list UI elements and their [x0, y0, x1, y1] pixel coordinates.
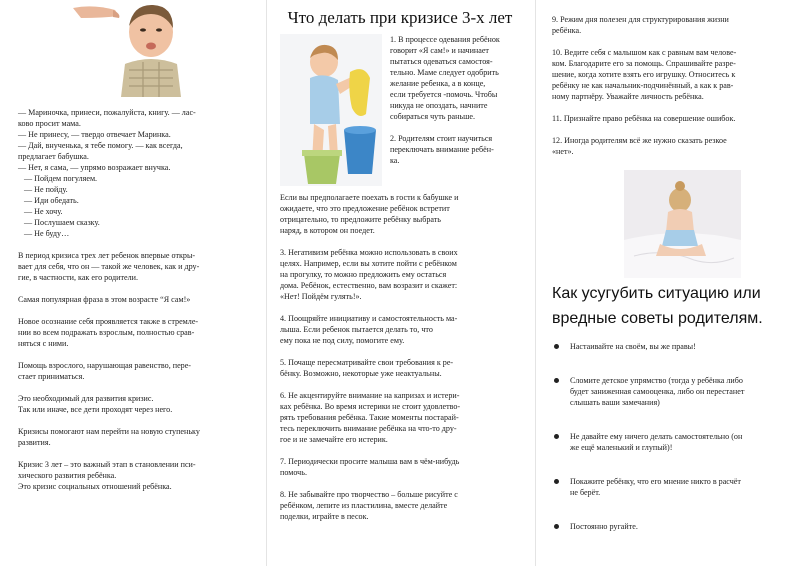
text-line: Помощь взрослого, нарушающая равенство, пере- [18, 361, 191, 370]
column-divider [266, 0, 267, 566]
dialog-line: — Иди обедать. [24, 196, 79, 205]
text-line: наряд, в котором он поедет. [280, 226, 375, 235]
photo-block [18, 0, 250, 97]
dialog-line: предлагает бабушка. [18, 152, 89, 161]
dialog-line: — Мариночка, принеси, пожалуйста, книгу. — лас- [18, 108, 196, 117]
text-line: ках ребёнка. Во время истерики не стоит удовлетво- [280, 402, 461, 411]
text-line: будет заниженная самооценка, либо он перестанет [570, 387, 745, 396]
text-line: переключать внимание ребён- [390, 145, 494, 154]
text-line: пытаться одеваться самостоя- [390, 57, 493, 66]
photo-and-tips [280, 34, 520, 189]
text-line: гие, в частности, как его родители. [18, 273, 138, 282]
text-line: 10. Ведите себя с малышом как с равным вам челове- [552, 48, 737, 57]
dialog-line: — Дай, внученька, я тебе помогу. — как всегда, [18, 141, 183, 150]
text-line: желание ребенка, а в конце, [390, 79, 486, 88]
photo-angry-boy [73, 0, 213, 97]
text-line: ребёнку не как начальник-подчинённый, а как к рав- [552, 81, 734, 90]
text-line: Новое осознание себя проявляется также в стремле- [18, 317, 199, 326]
dialog-line: — Не принесу, — твердо отвечает Маринка. [18, 130, 171, 139]
list-item [552, 476, 792, 498]
text-line: 5. Почаще пересматривайте свои требования к ре- [280, 358, 454, 367]
dialog-line: — Послушаем сказку. [24, 218, 100, 227]
text-line: хического развития ребёнка. [18, 471, 117, 480]
bullet-icon [554, 434, 559, 439]
text-line: Не давайте ему ничего делать самостоятельно (он [570, 432, 743, 441]
list-item [552, 375, 792, 408]
text-line: ком. Благодарите его за помощь. Спрашивайте разре- [552, 59, 736, 68]
text-line: Кризисы помогают нам перейти на новую ступеньку [18, 427, 200, 436]
text-line: же ещё маленький и глупый)! [570, 443, 673, 452]
dialog-line: — Не хочу. [24, 207, 63, 216]
tips-after-photo [280, 192, 520, 522]
bullet-icon [554, 378, 559, 383]
text-line: 3. Негативизм ребёнка можно использовать в своих [280, 248, 458, 257]
text-line: лыша. Если ребенок пытается делать то, что [280, 325, 433, 334]
text-line: 8. Не забывайте про творчество – больше рисуйте с [280, 490, 458, 499]
text-line: «нет». [552, 147, 574, 156]
section-heading-line: вредные советы родителям. [552, 310, 763, 327]
text-line: вает для себя, что он — такой же человек, как и дру- [18, 262, 200, 271]
text-line: В период кризиса трех лет ребенок впервые откры- [18, 251, 196, 260]
bullet-icon [554, 479, 559, 484]
text-line: на прогулку, то можно предложить ему остаться [280, 270, 447, 279]
text-line: ребёнком, лепите из пластилина, вместе делайте [280, 501, 448, 510]
text-line: поделки, играйте в песок. [280, 512, 369, 521]
column-3 [540, 0, 800, 566]
text-line: ему пока не под силу, помогите ему. [280, 336, 405, 345]
text-line: помочь. [280, 468, 307, 477]
text-line: целях. Например, если вы хотите пойти с ребёнком [280, 259, 457, 268]
text-line: никуда не опоздать, начните [390, 101, 488, 110]
text-line: Это необходимый для развития кризис. [18, 394, 154, 403]
text-line: 4. Поощряйте инициативу и самостоятельность ма- [280, 314, 458, 323]
text-line: собираться чуть раньше. [390, 112, 475, 121]
text-line: 1. В процессе одевания ребёнок [390, 35, 500, 44]
text-line: говорит «Я сам!» и начинает [390, 46, 489, 55]
tips-continued [552, 14, 790, 157]
text-line: Кризис 3 лет – это важный этап в становлении пси- [18, 460, 196, 469]
list-item [552, 431, 792, 453]
text-line: Это кризис социальных отношений ребёнка. [18, 482, 172, 491]
text-line: если требуется -помочь. Чтобы [390, 90, 498, 99]
text-line: 12. Иногда родителям всё же нужно сказать резкое [552, 136, 727, 145]
dialog-line: — Пойдем погуляем. [24, 174, 98, 183]
column-2 [270, 0, 528, 566]
dialog [18, 107, 250, 239]
column-1 [0, 0, 262, 566]
list-item [552, 521, 792, 532]
bullet-icon [554, 344, 559, 349]
list-item [552, 341, 792, 352]
column-divider [535, 0, 536, 566]
text-line: отрицательно, то предложите ребёнку выбрать [280, 215, 442, 224]
text-line: ному партнёру. Уважайте личность ребёнка. [552, 92, 704, 101]
text-line: 11. Признайте право ребёнка на совершение ошибок. [552, 114, 736, 123]
text-line: 2. Родителям стоит научиться [390, 134, 493, 143]
text-line: няться с ними. [18, 339, 69, 348]
page-title: Что делать при кризисе 3-х лет [287, 8, 513, 27]
text-line: тельно. Маме следует одобрить [390, 68, 499, 77]
text-line: нии во всем подражать взрослым, полностью срав- [18, 328, 195, 337]
text-line: слышать ваши замечания) [570, 398, 660, 407]
photo-boy-dressing [280, 34, 382, 186]
dialog-line: ково просит мама. [18, 119, 81, 128]
text-line: рять требования ребёнка. Такие моменты постарай- [280, 413, 459, 422]
dialog-line: — Нет, я сама, — упрямо возражает внучка. [18, 163, 171, 172]
text-line: ка. [390, 156, 400, 165]
text-line: Сломите детское упрямство (тогда у ребёнка либо [570, 376, 743, 385]
bad-advice-list [552, 341, 792, 532]
text-line: развития. [18, 438, 51, 447]
section-heading-line: Как усугубить ситуацию или [552, 285, 761, 302]
text-line: бёнку. Возможно, некоторые уже неактуальны. [280, 369, 442, 378]
text-line: дома. Ребёнок, естественно, вам возразит и скажет: [280, 281, 458, 290]
text-line: тесь переключить внимание ребёнка на что-то дру- [280, 424, 457, 433]
text-line: Если вы предполагаете поехать в гости к бабушке и [280, 193, 459, 202]
bad-advice-section [552, 281, 792, 532]
text-line: стает приниматься. [18, 372, 85, 381]
text-line: 9. Режим дня полезен для структурирования жизни [552, 15, 729, 24]
text-line: Самая популярная фраза в этом возрасте “Я сам!» [18, 295, 191, 304]
crisis-text [18, 250, 250, 492]
text-line: Так или иначе, все дети проходят через него. [18, 405, 173, 414]
text-line: гое и не замечайте его истерик. [280, 435, 388, 444]
text-line: Постоянно ругайте. [570, 522, 638, 531]
text-line: шение, когда хотите взять его игрушку. Относитесь к [552, 70, 736, 79]
text-line: «Нет! Пойдём гулять!». [280, 292, 362, 301]
text-line: 6. Не акцентируйте внимание на капризах и истери- [280, 391, 460, 400]
photo-slot [280, 34, 390, 189]
text-line: Настаивайте на своём, вы же правы! [570, 342, 696, 351]
bullet-icon [554, 524, 559, 529]
text-line: ожидаете, что это предложение ребёнок встретит [280, 204, 450, 213]
photo-girl-on-bed [624, 170, 741, 278]
text-line: Покажите ребёнку, что его мнение никто в расчёт [570, 477, 741, 486]
text-line: 7. Периодически просите малыша вам в чём-нибудь [280, 457, 460, 466]
dialog-line: — Не буду… [24, 229, 70, 238]
text-line: ребёнка. [552, 26, 582, 35]
text-line: не берёт. [570, 488, 601, 497]
dialog-line: — Не пойду. [24, 185, 68, 194]
